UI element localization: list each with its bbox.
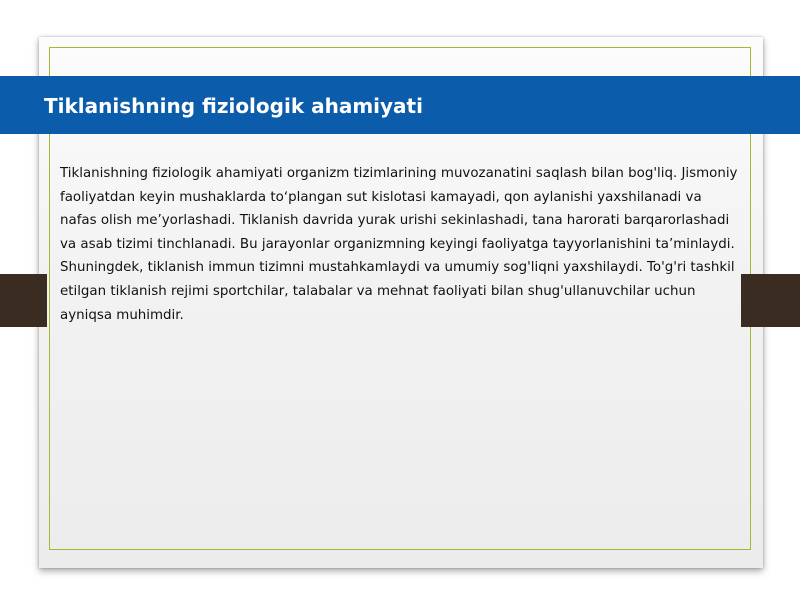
left-accent-bar [0,274,47,327]
slide-title: Tiklanishning fiziologik ahamiyati [44,94,423,118]
right-accent-bar [741,274,800,327]
slide-body-text: Tiklanishning fiziologik ahamiyati organizm tizimlarining muvozanatini saqlash bilan bog'liq. Jismoniy faoliyatdan keyin mushaklarda toʻplangan sut kislotasi kamayadi, qon aylanishi yaxshilanadi va nafas olish me’yorlashadi. Tiklanish davrida yurak urishi sekinlashadi, tana harorati barqarorlashadi va asab tizimi tinchlanadi. Bu jarayonlar organizmning keyingi faoliyatga tayyorlanishini ta’minlaydi. Shuningdek, tiklanish immun tizimni mustahkamlaydi va umumiy sog'liqni yaxshilaydi. To'g'ri tashkil etilgan tiklanish rejimi sportchilar, talabalar va mehnat faoliyati bilan shug'ullanuvchilar uchun ayniqsa muhimdir. [60,166,738,323]
